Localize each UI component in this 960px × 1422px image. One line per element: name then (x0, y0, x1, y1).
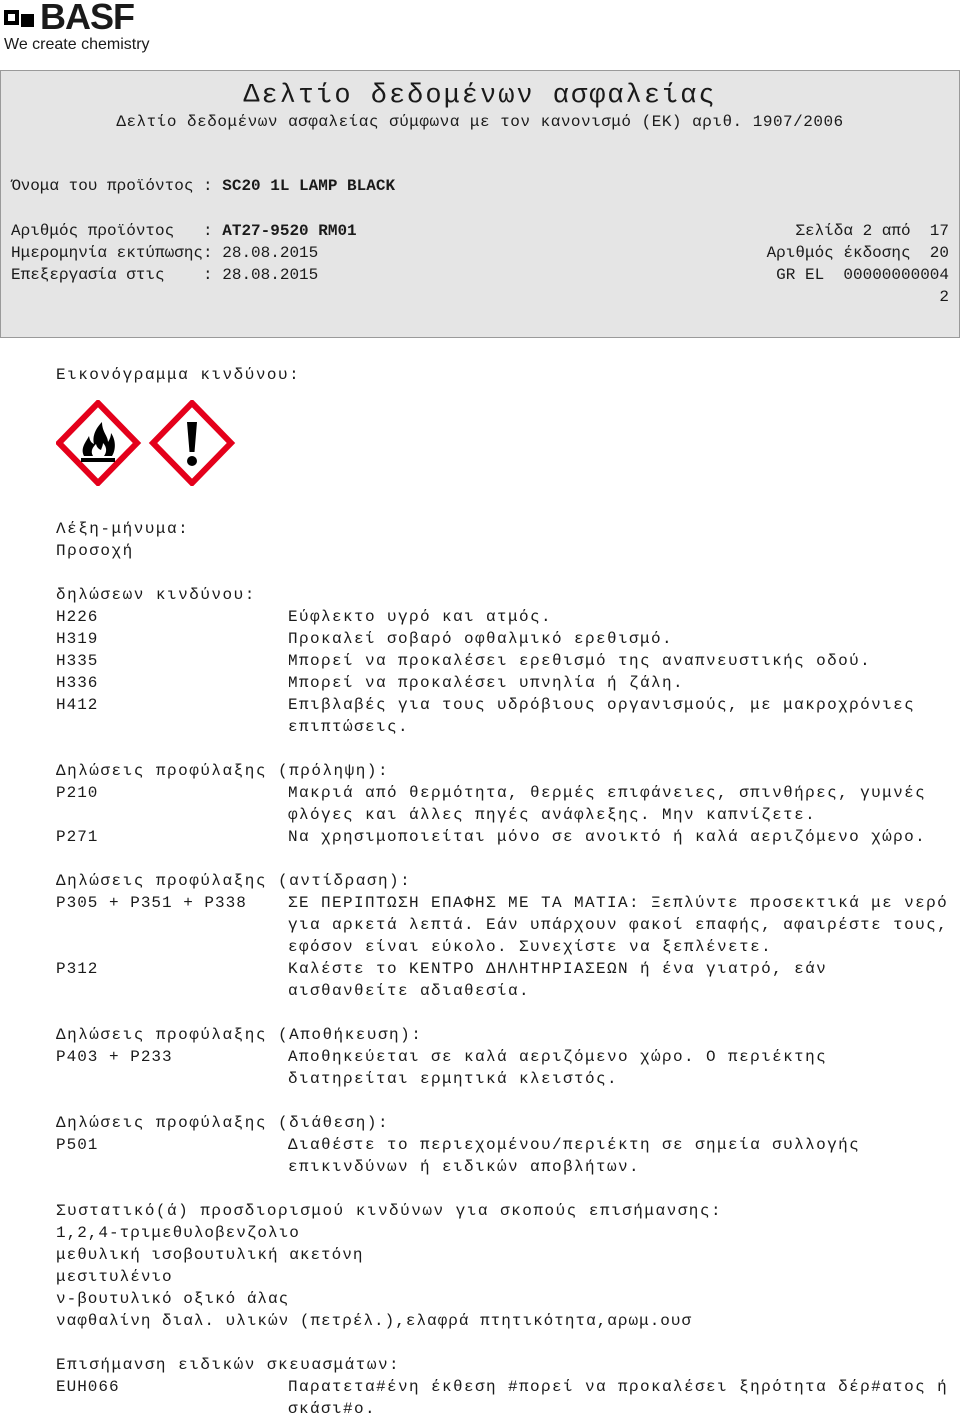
hazard-text: Επιβλαβές για τους υδρόβιους οργανισμούς, με μακροχρόνιες (288, 696, 916, 714)
precaution-code: P403 + P233 (56, 1048, 173, 1066)
special-labelling-label: Επισήμανση ειδικών σκευασμάτων: (56, 1356, 401, 1374)
storage-label: Δηλώσεις προφύλαξης (Αποθήκευση): (56, 1026, 423, 1044)
euh-code: EUH066 (56, 1378, 120, 1396)
precaution-code: P210 (56, 784, 99, 802)
hazard-code: H336 (56, 674, 99, 692)
hazard-pictograms (56, 400, 236, 486)
document-code: GR EL 00000000004 (776, 266, 949, 284)
precaution-text: διατηρείται ερμητικά κλειστός. (288, 1070, 619, 1088)
logo-square-outline-icon (4, 10, 19, 25)
hazard-code: H412 (56, 696, 99, 714)
precaution-code: P271 (56, 828, 99, 846)
precaution-text: επικινδύνων ή ειδικών αποβλήτων. (288, 1158, 641, 1176)
hazard-text: Προκαλεί σοβαρό οφθαλμικό ερεθισμό. (288, 630, 674, 648)
product-number-value: AT27-9520 RM01 (222, 222, 357, 240)
print-date-row (11, 244, 318, 262)
component-item: μεθυλική ισοβουτυλική ακετόνη (56, 1246, 364, 1264)
print-date-label: Ημερομηνία εκτύπωσης: (11, 244, 223, 262)
hazard-text: Μπορεί να προκαλέσει ερεθισμό της αναπνευστικής οδού. (288, 652, 872, 670)
hazard-code: H335 (56, 652, 99, 670)
precaution-text: ΣΕ ΠΕΡΙΠΤΩΣΗ ΕΠΑΦΗΣ ΜΕ ΤΑ ΜΑΤΙΑ: Ξεπλύντε προσεκτικά με νερό (288, 894, 949, 912)
logo-brand-text: BASF (40, 0, 134, 37)
component-item: μεσιτυλένιο (56, 1268, 173, 1286)
disposal-label: Δηλώσεις προφύλαξης (διάθεση): (56, 1114, 390, 1132)
document-title: Δελτίο δεδομένων ασφαλείας (243, 81, 717, 111)
product-name-label: Όνομα του προϊόντος : (11, 177, 223, 195)
hazard-text: Εύφλεκτο υγρό και ατμός. (288, 608, 553, 626)
hazard-text: Μπορεί να προκαλέσει υπνηλία ή ζάλη. (288, 674, 685, 692)
precaution-text: για αρκετά λεπτά. Εάν υπάρχουν φακοί επαφής, αφαιρέστε τους, (288, 916, 949, 934)
flame-pictogram-icon (59, 403, 137, 483)
precaution-text: εφόσον είναι εύκολο. Συνεχίστε να ξεπλένετε. (288, 938, 773, 956)
pictograms-label: Εικονόγραμμα κινδύνου: (56, 366, 301, 384)
prevention-label: Δηλώσεις προφύλαξης (πρόληψη): (56, 762, 390, 780)
exclamation-pictogram-icon (153, 403, 231, 483)
product-number-row (11, 222, 357, 240)
signal-word-label: Λέξη-μήνυμα: (56, 520, 190, 538)
component-item: ν-βουτυλικό οξικό άλας (56, 1290, 290, 1308)
precaution-text: Μακριά από θερμότητα, θερμές επιφάνειες, σπινθήρες, γυμνές (288, 784, 927, 802)
logo-tagline: We create chemistry (4, 36, 150, 53)
precaution-code: P501 (56, 1136, 99, 1154)
hazard-code: H226 (56, 608, 99, 626)
print-date-value: 28.08.2015 (222, 244, 319, 262)
component-item: ναφθαλίνη διαλ. υλικών (πετρέλ.),ελαφρά πτητικότητα,αρωμ.ουσ (56, 1312, 693, 1330)
basf-logo (4, 0, 150, 54)
hazard-statements-label: δηλώσεων κινδύνου: (56, 586, 256, 604)
page-info: Σελίδα 2 από 17 (795, 222, 949, 240)
euh-text: σκάσι#ο. (288, 1400, 377, 1418)
precaution-text: Καλέστε το ΚΕΝΤΡΟ ΔΗΛΗΤΗΡΙΑΣΕΩΝ ή ένα γιατρό, εάν (288, 960, 828, 978)
document-subtitle: Δελτίο δεδομένων ασφαλείας σύμφωνα με τον κανονισμό (ΕΚ) αριθ. 1907/2006 (116, 113, 844, 131)
precaution-text: αισθανθείτε αδιαθεσία. (288, 982, 531, 1000)
revision-date-row (11, 266, 318, 284)
precaution-text: Διαθέστε το περιεχομένου/περιέκτη σε σημεία συλλογής (288, 1136, 861, 1154)
hazard-text: επιπτώσεις. (288, 718, 410, 736)
euh-text: Παρατετα#ένη έκθεση #πορεί να προκαλέσει ξηρότητα δέρ#ατος ή (288, 1378, 949, 1396)
revision-date-label: Επεξεργασία στις : (11, 266, 223, 284)
response-label: Δηλώσεις προφύλαξης (αντίδραση): (56, 872, 412, 890)
document-header (0, 70, 960, 338)
product-name-value: SC20 1L LAMP BLACK (222, 177, 396, 195)
precaution-code: P312 (56, 960, 99, 978)
precaution-text: Αποθηκεύεται σε καλά αεριζόμενο χώρο. Ο περιέκτης (288, 1048, 828, 1066)
product-number-label: Αριθμός προϊόντος : (11, 222, 223, 240)
document-code-suffix: 2 (939, 288, 949, 306)
hazard-code: H319 (56, 630, 99, 648)
precaution-text: Να χρησιμοποιείται μόνο σε ανοικτό ή καλά αεριζόμενο χώρο. (288, 828, 927, 846)
signal-word-value: Προσοχή (56, 542, 134, 560)
version-number: Αριθμός έκδοσης 20 (766, 244, 949, 262)
component-item: 1,2,4-τριμεθυλοβενζολιο (56, 1224, 300, 1242)
precaution-text: φλόγες και άλλες πηγές ανάφλεξης. Μην καπνίζετε. (288, 806, 817, 824)
logo-square-filled-icon (21, 14, 34, 27)
revision-date-value: 28.08.2015 (222, 266, 319, 284)
product-name-row (11, 177, 395, 195)
components-label: Συστατικό(ά) προσδιορισμού κινδύνων για σκοπούς επισήμανσης: (56, 1202, 723, 1220)
precaution-code: P305 + P351 + P338 (56, 894, 247, 912)
